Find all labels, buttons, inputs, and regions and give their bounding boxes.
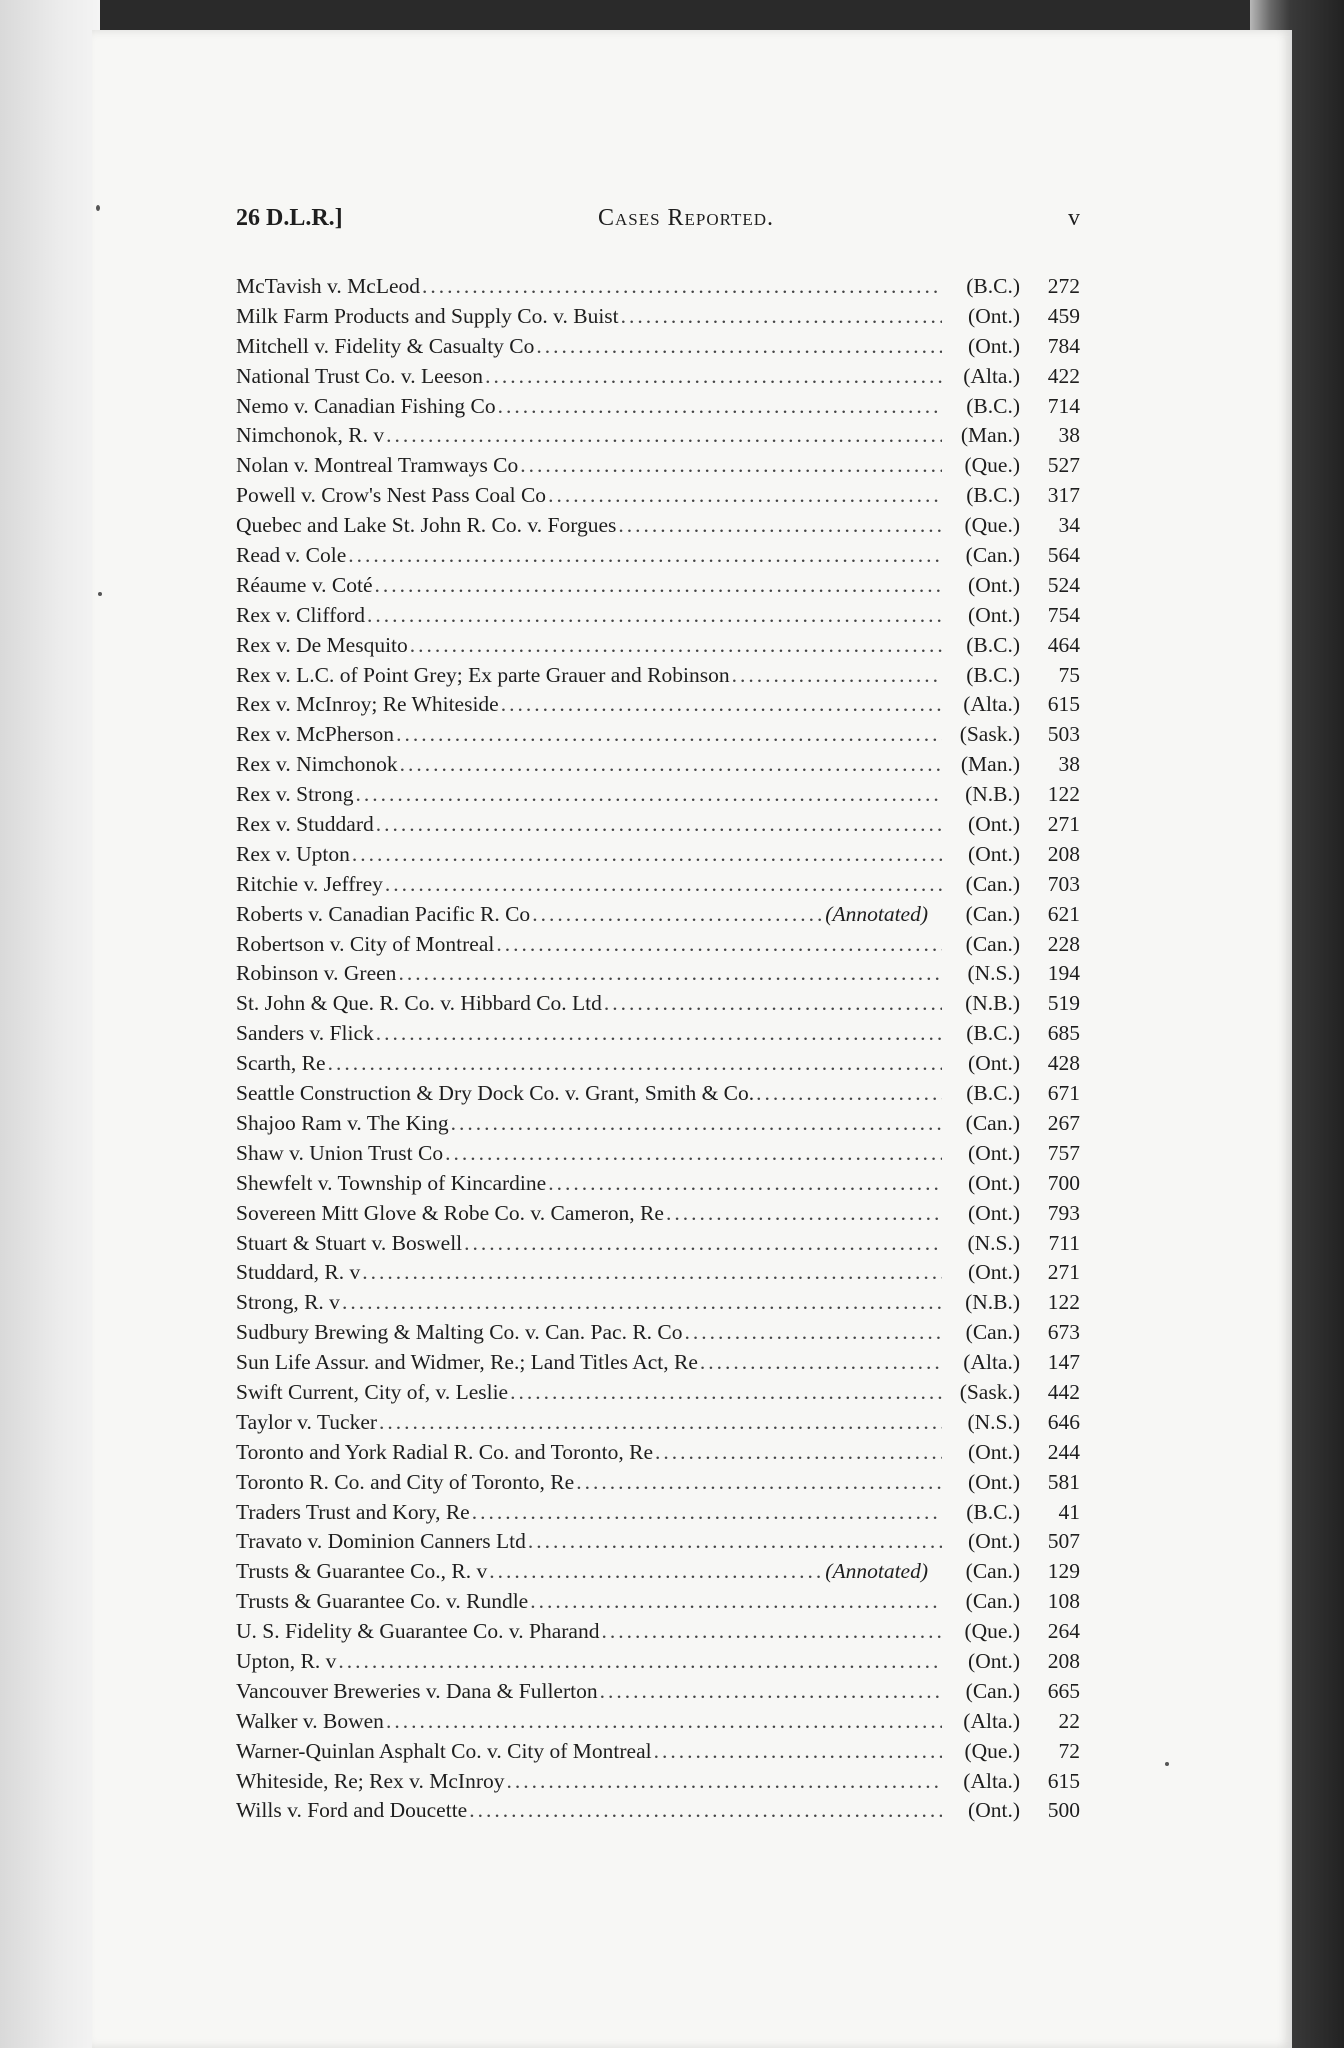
case-entry (236, 1589, 1080, 1619)
case-entry (236, 1649, 1080, 1679)
report-page-number: 581 (1047, 1469, 1080, 1494)
annotated-note: (Annotated) (825, 1559, 928, 1584)
dot-leader (420, 274, 942, 299)
case-entry (236, 1380, 1080, 1410)
report-page-number: 442 (1047, 1379, 1080, 1404)
report-page-number: 464 (1047, 632, 1080, 657)
dot-leader (494, 932, 942, 957)
case-entry (236, 663, 1080, 693)
case-entry (236, 1410, 1080, 1440)
dot-leader (616, 513, 942, 538)
margin-speck (98, 592, 102, 596)
page-number: v (1068, 205, 1080, 231)
dot-leader (350, 842, 942, 867)
page-header (236, 205, 1080, 241)
case-name: Shajoo Ram v. The King (236, 1110, 449, 1135)
report-page-number: 22 (1058, 1708, 1080, 1733)
report-page-number: 503 (1047, 722, 1080, 747)
case-name: Rex v. Clifford (236, 602, 365, 627)
case-name: Robertson v. City of Montreal (236, 931, 495, 956)
province: (Que.) (964, 453, 1020, 478)
case-entry (236, 1111, 1080, 1141)
case-name: Mitchell v. Fidelity & Casualty Co (236, 333, 535, 358)
case-entry (236, 1559, 1080, 1589)
case-name: Nimchonok, R. v (236, 423, 385, 448)
dot-leader (496, 394, 942, 419)
case-entry (236, 1260, 1080, 1290)
report-page-number: 38 (1058, 423, 1080, 448)
case-name: Trusts & Guarantee Co., R. v (236, 1559, 488, 1584)
annotated-note: (Annotated) (825, 901, 928, 926)
dot-leader (505, 1769, 943, 1794)
report-page-number: 711 (1048, 1230, 1080, 1255)
province: (B.C.) (966, 393, 1020, 418)
report-page-number: 271 (1047, 812, 1080, 837)
dot-leader (467, 1798, 942, 1823)
report-page-number: 272 (1047, 274, 1080, 298)
case-entry (236, 1709, 1080, 1739)
case-name: Toronto R. Co. and City of Toronto, Re (236, 1469, 575, 1494)
dot-leader (546, 1171, 942, 1196)
dot-leader (340, 1290, 942, 1315)
case-entry (236, 1619, 1080, 1649)
dot-leader (365, 603, 942, 628)
case-entry (236, 394, 1080, 424)
case-entry (236, 1171, 1080, 1201)
province: (B.C.) (966, 1021, 1020, 1046)
case-entry (236, 1141, 1080, 1171)
case-name: Seattle Construction & Dry Dock Co. v. Grant, Smith & Co. (236, 1081, 755, 1106)
province: (Ont.) (968, 572, 1020, 597)
report-page-number: 524 (1047, 572, 1080, 597)
case-entry (236, 1440, 1080, 1470)
report-page-number: 422 (1047, 363, 1080, 388)
dot-leader (599, 1619, 942, 1644)
province: (N.B.) (965, 782, 1020, 807)
dot-leader (526, 1529, 942, 1554)
dot-leader (698, 1350, 942, 1375)
dot-leader (574, 1470, 942, 1495)
dot-leader (377, 1410, 942, 1435)
case-name: Read v. Cole (236, 543, 347, 568)
report-page-number: 34 (1058, 513, 1080, 538)
case-entry (236, 1201, 1080, 1231)
case-entry (236, 1350, 1080, 1380)
case-entry (236, 872, 1080, 902)
report-page-number: 122 (1047, 782, 1080, 807)
case-name: Rex v. Studdard (236, 812, 374, 837)
case-entry (236, 752, 1080, 782)
province: (Ont.) (968, 1140, 1020, 1165)
margin-speck (96, 205, 100, 211)
province: (Can.) (965, 901, 1020, 926)
province: (B.C.) (966, 632, 1020, 657)
case-entry (236, 453, 1080, 483)
province: (Can.) (965, 1678, 1020, 1703)
dot-leader (384, 423, 942, 448)
left-page-edge (0, 0, 100, 2048)
report-page-number: 194 (1047, 961, 1080, 986)
case-entry (236, 633, 1080, 663)
report-page-number: 500 (1047, 1798, 1080, 1823)
volume-reference: 26 D.L.R.] (236, 205, 343, 231)
province: (Can.) (965, 1589, 1020, 1614)
case-name: Nolan v. Montreal Tramways Co (236, 453, 519, 478)
case-entry (236, 932, 1080, 962)
report-page-number: 507 (1047, 1529, 1080, 1554)
province: (Ont.) (968, 1170, 1020, 1195)
case-name: Rex v. McPherson (236, 722, 395, 747)
province: (Ont.) (968, 1051, 1020, 1076)
case-entry (236, 274, 1080, 304)
case-entry (236, 1470, 1080, 1500)
province: (Ont.) (968, 812, 1020, 837)
province: (Alta.) (963, 1350, 1020, 1375)
case-name: Réaume v. Coté (236, 572, 373, 597)
case-name: Whiteside, Re; Rex v. McInroy (236, 1768, 505, 1793)
case-entry (236, 1739, 1080, 1769)
case-entry (236, 1081, 1080, 1111)
case-entry (236, 1798, 1080, 1828)
case-entry (236, 304, 1080, 334)
case-entry (236, 1290, 1080, 1320)
province: (B.C.) (966, 1499, 1020, 1524)
case-entry (236, 782, 1080, 812)
dot-leader (730, 663, 942, 688)
case-name: Sun Life Assur. and Widmer, Re.; Land Titles Act, Re (236, 1350, 698, 1375)
case-entry (236, 722, 1080, 752)
report-page-number: 564 (1047, 543, 1080, 568)
province: (B.C.) (966, 274, 1020, 298)
dot-leader (394, 722, 942, 747)
province: (B.C.) (966, 1081, 1020, 1106)
dot-leader (374, 1021, 942, 1046)
report-page-number: 615 (1047, 1768, 1080, 1793)
province: (Sask.) (959, 1379, 1020, 1404)
dot-leader (487, 1559, 825, 1584)
case-entry (236, 364, 1080, 394)
dot-leader (470, 1500, 942, 1525)
report-page-number: 714 (1047, 393, 1080, 418)
margin-speck (1165, 1762, 1169, 1766)
case-name: Walker v. Bowen (236, 1708, 384, 1733)
province: (Que.) (964, 513, 1020, 538)
dot-leader (443, 1141, 942, 1166)
case-entry (236, 1320, 1080, 1350)
case-entry (236, 334, 1080, 364)
province: (Sask.) (959, 722, 1020, 747)
case-entry (236, 423, 1080, 453)
province: (Man.) (960, 423, 1020, 448)
report-page-number: 122 (1047, 1290, 1080, 1315)
case-name: Milk Farm Products and Supply Co. v. Buist (236, 303, 619, 328)
province: (N.S.) (967, 961, 1020, 986)
case-entry (236, 1679, 1080, 1709)
dot-leader (383, 872, 942, 897)
report-page-number: 527 (1047, 453, 1080, 478)
case-entry (236, 812, 1080, 842)
province: (Ont.) (968, 1648, 1020, 1673)
report-page-number: 757 (1047, 1140, 1080, 1165)
province: (N.B.) (965, 1290, 1020, 1315)
report-page-number: 685 (1047, 1021, 1080, 1046)
case-name: Strong, R. v (236, 1290, 340, 1315)
province: (N.S.) (967, 1230, 1020, 1255)
dot-leader (518, 453, 942, 478)
dot-leader (360, 1260, 942, 1285)
dot-leader (499, 692, 942, 717)
case-entry (236, 991, 1080, 1021)
province: (Ont.) (968, 602, 1020, 627)
province: (Ont.) (968, 1200, 1020, 1225)
report-page-number: 38 (1058, 752, 1080, 777)
report-page-number: 208 (1047, 841, 1080, 866)
case-entry (236, 1529, 1080, 1559)
case-entry (236, 902, 1080, 932)
dot-leader (449, 1111, 942, 1136)
dot-leader (598, 1679, 942, 1704)
province: (Alta.) (963, 692, 1020, 717)
case-name: Ritchie v. Jeffrey (236, 871, 383, 896)
province: (Ont.) (968, 1469, 1020, 1494)
report-page-number: 147 (1047, 1350, 1080, 1375)
report-page-number: 244 (1047, 1439, 1080, 1464)
dot-leader (602, 991, 942, 1016)
dot-leader (353, 782, 942, 807)
province: (Can.) (965, 931, 1020, 956)
cases-list (236, 274, 1080, 1828)
dot-leader (384, 1709, 942, 1734)
province: (Can.) (965, 1110, 1020, 1135)
case-name: Studdard, R. v (236, 1260, 361, 1285)
case-name: Rex v. Nimchonok (236, 752, 398, 777)
case-name: Sovereen Mitt Glove & Robe Co. v. Cameron, Re (236, 1200, 664, 1225)
report-page-number: 228 (1047, 931, 1080, 956)
dot-leader (534, 334, 942, 359)
case-name: Travato v. Dominion Canners Ltd (236, 1529, 526, 1554)
report-page-number: 41 (1058, 1499, 1080, 1524)
dot-leader (483, 364, 942, 389)
dot-leader (530, 902, 825, 927)
dot-leader (754, 1081, 942, 1106)
dot-leader (398, 752, 942, 777)
case-name: Rex v. L.C. of Point Grey; Ex parte Grauer and Robinson (236, 662, 730, 687)
dot-leader (683, 1320, 942, 1345)
case-name: Wills v. Ford and Doucette (236, 1798, 468, 1823)
province: (Alta.) (963, 1768, 1020, 1793)
report-page-number: 621 (1047, 901, 1080, 926)
case-name: Quebec and Lake St. John R. Co. v. Forgues (236, 513, 617, 538)
case-name: Warner-Quinlan Asphalt Co. v. City of Montreal (236, 1738, 652, 1763)
case-entry (236, 573, 1080, 603)
case-name: Rex v. De Mesquito (236, 632, 408, 657)
case-name: Sanders v. Flick (236, 1021, 374, 1046)
report-page-number: 665 (1047, 1678, 1080, 1703)
case-name: McTavish v. McLeod (236, 274, 420, 298)
case-name: Rex v. Strong (236, 782, 354, 807)
report-page-number: 129 (1047, 1559, 1080, 1584)
report-page-number: 646 (1047, 1409, 1080, 1434)
province: (Ont.) (968, 1798, 1020, 1823)
dot-leader (664, 1201, 942, 1226)
case-name: U. S. Fidelity & Guarantee Co. v. Pharand (236, 1619, 600, 1644)
province: (Can.) (965, 543, 1020, 568)
case-name: Swift Current, City of, v. Leslie (236, 1379, 509, 1404)
report-page-number: 754 (1047, 602, 1080, 627)
case-name: Stuart & Stuart v. Boswell (236, 1230, 463, 1255)
dot-leader (373, 573, 942, 598)
report-page-number: 208 (1047, 1648, 1080, 1673)
case-name: Vancouver Breweries v. Dana & Fullerton (236, 1678, 598, 1703)
dot-leader (396, 961, 942, 986)
province: (Que.) (964, 1738, 1020, 1763)
province: (Can.) (965, 1320, 1020, 1345)
case-name: Powell v. Crow's Nest Pass Coal Co (236, 483, 547, 508)
case-entry (236, 543, 1080, 573)
case-entry (236, 1021, 1080, 1051)
dot-leader (508, 1380, 942, 1405)
report-page-number: 671 (1047, 1081, 1080, 1106)
dot-leader (619, 304, 942, 329)
dot-leader (408, 633, 942, 658)
report-page-number: 428 (1047, 1051, 1080, 1076)
report-page-number: 703 (1047, 871, 1080, 896)
report-page-number: 72 (1058, 1738, 1080, 1763)
province: (N.S.) (967, 1409, 1020, 1434)
case-entry (236, 692, 1080, 722)
dot-leader (546, 483, 942, 508)
province: (Ont.) (968, 1439, 1020, 1464)
case-name: Sudbury Brewing & Malting Co. v. Can. Pac. R. Co (236, 1320, 683, 1345)
report-page-number: 615 (1047, 692, 1080, 717)
report-page-number: 673 (1047, 1320, 1080, 1345)
case-name: Robinson v. Green (236, 961, 397, 986)
province: (Can.) (965, 1559, 1020, 1584)
report-page-number: 317 (1047, 483, 1080, 508)
case-entry (236, 1231, 1080, 1261)
report-page-number: 271 (1047, 1260, 1080, 1285)
report-page-number: 264 (1047, 1619, 1080, 1644)
dot-leader (374, 812, 942, 837)
dot-leader (336, 1649, 942, 1674)
province: (Can.) (965, 871, 1020, 896)
province: (Ont.) (968, 841, 1020, 866)
report-page-number: 519 (1047, 991, 1080, 1016)
case-name: Roberts v. Canadian Pacific R. Co (236, 901, 531, 926)
dot-leader (346, 543, 942, 568)
case-name: Trusts & Guarantee Co. v. Rundle (236, 1589, 529, 1614)
province: (Ont.) (968, 303, 1020, 328)
report-page-number: 459 (1047, 303, 1080, 328)
case-name: Toronto and York Radial R. Co. and Toronto, Re (236, 1439, 654, 1464)
report-page-number: 784 (1047, 333, 1080, 358)
dot-leader (462, 1231, 942, 1256)
province: (N.B.) (965, 991, 1020, 1016)
province: (B.C.) (966, 662, 1020, 687)
province: (Man.) (960, 752, 1020, 777)
case-name: Taylor v. Tucker (236, 1409, 378, 1434)
case-entry (236, 483, 1080, 513)
case-entry (236, 842, 1080, 872)
page-title: Cases Reported. (597, 205, 775, 231)
province: (Alta.) (963, 363, 1020, 388)
case-name: National Trust Co. v. Leeson (236, 363, 484, 388)
province: (Ont.) (968, 1529, 1020, 1554)
province: (Ont.) (968, 333, 1020, 358)
case-name: Scarth, Re (236, 1051, 326, 1076)
province: (Ont.) (968, 1260, 1020, 1285)
report-page-number: 108 (1047, 1589, 1080, 1614)
province: (Alta.) (963, 1708, 1020, 1733)
case-name: St. John & Que. R. Co. v. Hibbard Co. Ltd (236, 991, 602, 1016)
report-page-number: 267 (1047, 1110, 1080, 1135)
dot-leader (326, 1051, 942, 1076)
case-name: Rex v. Upton (236, 841, 350, 866)
report-page-number: 700 (1047, 1170, 1080, 1195)
case-entry (236, 1051, 1080, 1081)
case-entry (236, 1500, 1080, 1530)
report-page-number: 75 (1058, 662, 1080, 687)
dot-leader (652, 1739, 942, 1764)
case-entry (236, 603, 1080, 633)
province: (Que.) (964, 1619, 1020, 1644)
province: (B.C.) (966, 483, 1020, 508)
case-name: Nemo v. Canadian Fishing Co (236, 393, 496, 418)
case-name: Shaw v. Union Trust Co (236, 1140, 444, 1165)
case-name: Upton, R. v (236, 1648, 337, 1673)
case-name: Traders Trust and Kory, Re (236, 1499, 470, 1524)
case-name: Shewfelt v. Township of Kincardine (236, 1170, 547, 1195)
report-page-number: 793 (1047, 1200, 1080, 1225)
case-entry (236, 513, 1080, 543)
case-entry (236, 1769, 1080, 1799)
dot-leader (653, 1440, 942, 1465)
case-entry (236, 961, 1080, 991)
case-name: Rex v. McInroy; Re Whiteside (236, 692, 499, 717)
dot-leader (528, 1589, 942, 1614)
